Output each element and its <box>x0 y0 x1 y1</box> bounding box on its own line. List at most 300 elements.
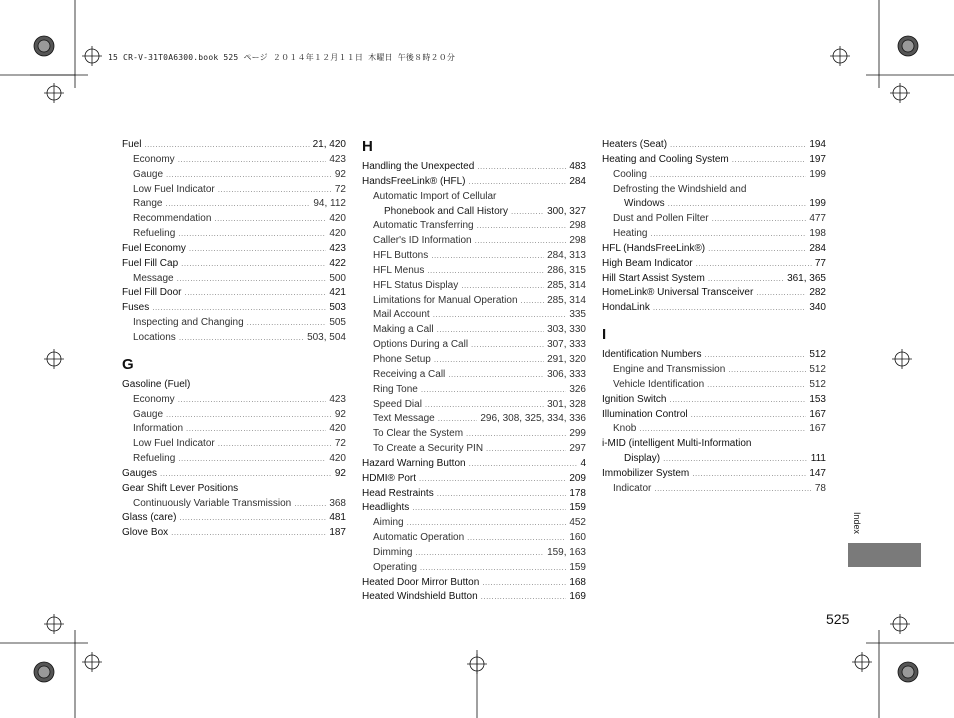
page-number: 525 <box>826 611 850 627</box>
index-subentry[interactable] <box>362 398 586 413</box>
dot-leader <box>728 363 806 378</box>
entry-pages[interactable]: 422 <box>329 257 346 269</box>
entry-pages[interactable]: 169 <box>569 591 586 603</box>
index-entry[interactable] <box>602 138 826 153</box>
entry-term: Aiming <box>373 517 404 529</box>
index-letter-heading: H <box>362 138 373 155</box>
index-side-tab[interactable] <box>848 543 921 567</box>
entry-pages[interactable]: 94, 112 <box>313 198 346 210</box>
index-entry[interactable] <box>602 301 826 316</box>
entry-term: Gasoline (Fuel) <box>122 378 191 390</box>
entry-pages[interactable]: 340 <box>809 302 826 314</box>
entry-term: Heating <box>613 228 648 240</box>
entry-pages[interactable]: 197 <box>809 153 826 165</box>
index-entry[interactable] <box>122 242 346 257</box>
entry-pages[interactable]: 111 <box>810 453 826 465</box>
index-subentry[interactable] <box>122 168 346 183</box>
entry-term: Illumination Control <box>602 408 688 420</box>
entry-pages[interactable]: 72 <box>334 183 346 195</box>
entry-term: Ignition Switch <box>602 393 667 405</box>
entry-pages[interactable]: 291, 320 <box>547 353 586 365</box>
entry-term: Economy <box>133 153 175 165</box>
entry-term: Windows <box>624 198 665 210</box>
index-subentry[interactable] <box>362 412 586 427</box>
index-subentry[interactable] <box>122 212 346 227</box>
index-subentry[interactable] <box>362 205 586 220</box>
entry-term: High Beam Indicator <box>602 257 693 269</box>
entry-pages[interactable]: 420 <box>329 453 346 465</box>
entry-term: Receiving a Call <box>373 368 446 380</box>
entry-pages[interactable]: 159 <box>569 502 586 514</box>
entry-term: Heated Door Mirror Button <box>362 576 480 588</box>
dot-leader <box>482 576 566 591</box>
entry-term: HomeLink® Universal Transceiver <box>602 287 754 299</box>
dot-leader <box>511 205 544 220</box>
index-subentry[interactable] <box>362 264 586 279</box>
index-entry[interactable] <box>362 590 586 605</box>
index-entry[interactable] <box>362 457 586 472</box>
dot-leader <box>663 452 808 467</box>
index-subentry[interactable] <box>122 452 346 467</box>
entry-term: Ring Tone <box>373 383 418 395</box>
entry-term: Phone Setup <box>373 353 431 365</box>
print-file-header: 15 CR-V-31T0A6300.book 525 ページ ２０１４年１２月１１日 木曜日 午後８時２０分 <box>108 53 456 62</box>
index-entry[interactable] <box>362 175 586 190</box>
entry-pages[interactable]: 159 <box>569 561 586 573</box>
side-tab-label: Index <box>852 512 862 535</box>
dot-leader <box>165 197 310 212</box>
entry-term: Gauges <box>122 467 158 479</box>
entry-pages[interactable]: 505 <box>329 317 346 329</box>
entry-pages[interactable]: 512 <box>809 349 826 361</box>
entry-term: Refueling <box>133 453 176 465</box>
entry-pages[interactable]: 284 <box>809 242 826 254</box>
index-column-2 <box>362 138 586 605</box>
entry-term: Automatic Operation <box>373 532 465 544</box>
index-subentry[interactable] <box>362 442 586 457</box>
dot-leader <box>425 398 544 413</box>
entry-term: Heaters (Seat) <box>602 139 668 150</box>
dot-leader <box>469 457 578 472</box>
index-subentry[interactable] <box>122 272 346 287</box>
dot-leader <box>433 308 567 323</box>
index-entry[interactable] <box>122 286 346 301</box>
entry-pages[interactable]: 194 <box>809 139 826 150</box>
dot-leader <box>521 294 545 309</box>
entry-pages[interactable]: 285, 314 <box>547 279 586 291</box>
index-subentry[interactable] <box>362 383 586 398</box>
dot-leader <box>732 153 807 168</box>
index-subentry[interactable] <box>602 227 826 242</box>
dot-leader <box>481 590 567 605</box>
entry-term: Hill Start Assist System <box>602 272 705 284</box>
dot-leader <box>670 138 806 153</box>
index-column-1 <box>122 138 346 541</box>
dot-leader <box>166 408 332 423</box>
entry-pages[interactable]: 423 <box>329 242 346 254</box>
entry-term: HFL (HandsFreeLink®) <box>602 242 706 254</box>
index-subentry[interactable] <box>362 561 586 576</box>
dot-leader <box>186 422 326 437</box>
entry-term: Speed Dial <box>373 398 422 410</box>
dot-leader <box>179 331 304 346</box>
entry-term: HFL Menus <box>373 264 425 276</box>
entry-term: Defrosting the Windshield and <box>613 183 747 195</box>
dot-leader <box>412 501 566 516</box>
entry-term: Options During a Call <box>373 339 469 351</box>
index-subentry[interactable] <box>602 363 826 378</box>
entry-term: HandsFreeLink® (HFL) <box>362 175 466 187</box>
dot-leader <box>218 437 332 452</box>
dot-leader <box>707 378 806 393</box>
index-entry[interactable] <box>602 408 826 423</box>
entry-term: Dimming <box>373 546 413 558</box>
entry-pages[interactable]: 168 <box>569 576 586 588</box>
entry-pages[interactable]: 147 <box>809 467 826 479</box>
dot-leader <box>144 138 309 153</box>
dot-leader <box>708 242 806 257</box>
index-entry[interactable] <box>362 472 586 487</box>
entry-pages[interactable]: 159, 163 <box>547 546 586 558</box>
index-entry[interactable] <box>602 272 826 287</box>
index-subentry[interactable] <box>362 234 586 249</box>
entry-pages[interactable]: 303, 330 <box>547 324 586 336</box>
entry-pages[interactable]: 198 <box>809 228 826 240</box>
entry-pages[interactable]: 300, 327 <box>547 205 586 217</box>
entry-term: HDMI® Port <box>362 472 417 484</box>
index-subentry[interactable] <box>122 197 346 212</box>
dot-leader <box>448 368 544 383</box>
dot-leader <box>178 393 327 408</box>
entry-term: Recommendation <box>133 213 212 225</box>
entry-pages[interactable]: 199 <box>809 168 826 180</box>
index-subentry[interactable] <box>602 183 826 198</box>
dot-leader <box>214 212 326 227</box>
dot-leader <box>668 197 807 212</box>
dot-leader <box>415 546 544 561</box>
entry-pages[interactable]: 477 <box>809 213 826 225</box>
entry-term: HFL Status Display <box>373 279 459 291</box>
entry-pages[interactable]: 361, 365 <box>787 272 826 284</box>
index-entry[interactable] <box>122 301 346 316</box>
entry-pages[interactable]: 178 <box>569 487 586 499</box>
entry-term: Handling the Unexpected <box>362 161 475 172</box>
entry-term: To Create a Security PIN <box>373 443 484 455</box>
dot-leader <box>692 467 806 482</box>
entry-term: Fuel Fill Cap <box>122 257 179 269</box>
entry-pages[interactable]: 307, 333 <box>547 339 586 351</box>
dot-leader <box>427 264 544 279</box>
dot-leader <box>486 442 566 457</box>
entry-term: Head Restraints <box>362 487 434 499</box>
entry-pages[interactable]: 153 <box>809 393 826 405</box>
index-entry[interactable] <box>122 482 346 497</box>
index-entry[interactable] <box>362 487 586 502</box>
index-subentry[interactable] <box>122 497 346 512</box>
entry-pages[interactable]: 299 <box>569 428 586 440</box>
index-entry[interactable] <box>122 378 346 393</box>
index-subentry[interactable] <box>602 168 826 183</box>
dot-leader <box>152 301 326 316</box>
index-subentry[interactable] <box>122 316 346 331</box>
entry-term: Identification Numbers <box>602 349 702 361</box>
entry-pages[interactable]: 420 <box>329 228 346 240</box>
entry-term: i-MID (intelligent Multi-Information <box>602 438 752 450</box>
entry-pages[interactable]: 286, 315 <box>547 264 586 276</box>
entry-term: HondaLink <box>602 302 650 314</box>
index-entry[interactable] <box>602 242 826 257</box>
index-subentry[interactable] <box>362 338 586 353</box>
dot-leader <box>247 316 327 331</box>
index-subentry[interactable] <box>122 408 346 423</box>
entry-term: Hazard Warning Button <box>362 457 466 469</box>
entry-term: Fuel <box>122 139 142 150</box>
entry-term: Range <box>133 198 163 210</box>
entry-pages[interactable]: 21, 420 <box>312 139 346 150</box>
entry-pages[interactable]: 199 <box>809 198 826 210</box>
entry-pages[interactable]: 301, 328 <box>547 398 586 410</box>
entry-pages[interactable]: 187 <box>329 527 346 539</box>
dot-leader <box>178 153 327 168</box>
entry-pages[interactable]: 335 <box>569 309 586 321</box>
dot-leader <box>669 393 806 408</box>
entry-pages[interactable]: 285, 314 <box>547 294 586 306</box>
entry-pages[interactable]: 421 <box>329 287 346 299</box>
index-entry[interactable] <box>362 576 586 591</box>
entry-term: Gauge <box>133 408 164 420</box>
index-entry[interactable] <box>122 467 346 482</box>
entry-term: Economy <box>133 393 175 405</box>
dot-leader <box>696 257 812 272</box>
dot-leader <box>177 272 327 287</box>
dot-leader <box>437 487 567 502</box>
entry-pages[interactable]: 284, 313 <box>547 250 586 262</box>
entry-pages[interactable]: 92 <box>334 408 346 420</box>
index-subentry[interactable] <box>362 294 586 309</box>
dot-leader <box>420 561 566 576</box>
entry-pages[interactable]: 77 <box>814 257 826 269</box>
entry-term: Mail Account <box>373 309 430 321</box>
index-subentry[interactable] <box>602 422 826 437</box>
index-subentry[interactable] <box>362 546 586 561</box>
entry-term: Knob <box>613 423 637 435</box>
entry-term: Gauge <box>133 168 164 180</box>
entry-pages[interactable]: 298 <box>569 235 586 247</box>
dot-leader <box>477 160 566 175</box>
index-subentry[interactable] <box>122 227 346 242</box>
entry-pages[interactable]: 326 <box>569 383 586 395</box>
dot-leader <box>466 427 566 442</box>
entry-term: Display) <box>624 453 661 465</box>
index-subentry[interactable] <box>122 437 346 452</box>
dot-leader <box>756 286 806 301</box>
dot-leader <box>438 412 478 427</box>
index-subentry[interactable] <box>122 331 346 346</box>
dot-leader <box>181 257 326 272</box>
entry-pages[interactable]: 512 <box>809 378 826 390</box>
index-column-3 <box>602 138 826 497</box>
entry-pages[interactable]: 296, 308, 325, 334, 336 <box>480 413 586 425</box>
entry-term: Automatic Import of Cellular <box>373 190 497 202</box>
dot-leader <box>477 219 567 234</box>
entry-pages[interactable]: 306, 333 <box>547 368 586 380</box>
entry-term: Fuses <box>122 302 150 314</box>
dot-leader <box>653 301 807 316</box>
entry-term: Text Message <box>373 413 435 425</box>
entry-pages[interactable]: 284 <box>569 175 586 187</box>
index-entry[interactable] <box>122 257 346 272</box>
entry-pages[interactable]: 423 <box>329 393 346 405</box>
index-entry[interactable] <box>602 286 826 301</box>
entry-term: Phonebook and Call History <box>384 205 508 217</box>
index-entry[interactable] <box>362 160 586 175</box>
index-subentry[interactable] <box>362 308 586 323</box>
entry-term: Locations <box>133 331 176 343</box>
dot-leader <box>708 272 784 287</box>
entry-term: Inspecting and Changing <box>133 317 244 329</box>
entry-term: HFL Buttons <box>373 250 429 262</box>
dot-leader <box>421 383 566 398</box>
entry-term: Glass (care) <box>122 512 177 524</box>
dot-leader <box>461 279 544 294</box>
entry-term: Refueling <box>133 228 176 240</box>
index-letter-heading: I <box>602 326 607 344</box>
dot-leader <box>160 467 332 482</box>
entry-pages[interactable]: 92 <box>334 168 346 180</box>
index-letter-heading: G <box>122 355 134 373</box>
index-subentry[interactable] <box>362 279 586 294</box>
dot-leader <box>294 497 326 512</box>
index-subentry[interactable] <box>602 452 826 467</box>
entry-pages[interactable]: 368 <box>329 497 346 509</box>
index-subentry[interactable] <box>122 153 346 168</box>
index-entry[interactable] <box>602 437 826 452</box>
entry-term: Gear Shift Lever Positions <box>122 482 239 494</box>
index-subentry[interactable] <box>362 516 586 531</box>
index-entry[interactable] <box>122 511 346 526</box>
entry-pages[interactable]: 282 <box>809 287 826 299</box>
index-subentry[interactable] <box>362 190 586 205</box>
index-subentry[interactable] <box>602 378 826 393</box>
entry-term: Information <box>133 423 184 435</box>
dot-leader <box>166 168 332 183</box>
index-entry[interactable] <box>602 348 826 363</box>
entry-term: Dust and Pollen Filter <box>613 213 709 225</box>
entry-term: Fuel Fill Door <box>122 287 182 299</box>
index-subentry[interactable] <box>362 368 586 383</box>
index-subentry[interactable] <box>122 183 346 198</box>
entry-pages[interactable]: 500 <box>329 272 346 284</box>
entry-term: Vehicle Identification <box>613 378 705 390</box>
index-subentry[interactable] <box>362 249 586 264</box>
entry-term: Fuel Economy <box>122 242 186 254</box>
dot-leader <box>431 249 544 264</box>
dot-leader <box>475 234 567 249</box>
index-subentry[interactable] <box>122 422 346 437</box>
dot-leader <box>437 323 544 338</box>
entry-pages[interactable]: 483 <box>569 161 586 172</box>
dot-leader <box>691 408 807 423</box>
dot-leader <box>419 472 566 487</box>
index-entry[interactable] <box>602 153 826 168</box>
entry-pages[interactable]: 167 <box>809 423 826 435</box>
dot-leader <box>650 168 806 183</box>
entry-term: Continuously Variable Transmission <box>133 497 292 509</box>
entry-term: Low Fuel Indicator <box>133 183 215 195</box>
dot-leader <box>407 516 567 531</box>
entry-pages[interactable]: 512 <box>809 363 826 375</box>
index-entry[interactable] <box>362 501 586 516</box>
index-subentry[interactable] <box>362 353 586 368</box>
entry-pages[interactable]: 78 <box>814 482 826 494</box>
index-entry[interactable] <box>602 393 826 408</box>
entry-term: Limitations for Manual Operation <box>373 294 518 306</box>
dot-leader <box>712 212 807 227</box>
index-subentry[interactable] <box>362 323 586 338</box>
index-subentry[interactable] <box>602 212 826 227</box>
entry-pages[interactable]: 452 <box>569 517 586 529</box>
entry-pages[interactable]: 4 <box>580 457 586 469</box>
entry-term: Immobilizer System <box>602 467 690 479</box>
entry-pages[interactable]: 167 <box>809 408 826 420</box>
dot-leader <box>650 227 806 242</box>
dot-leader <box>218 183 332 198</box>
index-subentry[interactable] <box>362 219 586 234</box>
entry-pages[interactable]: 92 <box>334 467 346 479</box>
entry-term: Heated Windshield Button <box>362 591 478 603</box>
index-entry[interactable] <box>122 526 346 541</box>
dot-leader <box>184 286 326 301</box>
dot-leader <box>471 338 544 353</box>
entry-pages[interactable]: 503, 504 <box>307 331 346 343</box>
index-subentry[interactable] <box>362 427 586 442</box>
entry-pages[interactable]: 298 <box>569 220 586 232</box>
entry-term: Caller's ID Information <box>373 235 472 247</box>
dot-leader <box>469 175 567 190</box>
dot-leader <box>434 353 544 368</box>
entry-pages[interactable]: 481 <box>329 512 346 524</box>
entry-pages[interactable]: 72 <box>334 438 346 450</box>
entry-pages[interactable]: 297 <box>569 443 586 455</box>
entry-pages[interactable]: 160 <box>569 532 586 544</box>
entry-term: Low Fuel Indicator <box>133 438 215 450</box>
dot-leader <box>178 452 326 467</box>
index-subentry[interactable] <box>122 393 346 408</box>
dot-leader <box>467 531 566 546</box>
entry-term: Headlights <box>362 502 410 514</box>
index-subentry[interactable] <box>362 531 586 546</box>
entry-term: Automatic Transferring <box>373 220 474 232</box>
index-subentry[interactable] <box>602 197 826 212</box>
index-entry[interactable] <box>122 138 346 153</box>
entry-pages[interactable]: 420 <box>329 423 346 435</box>
index-entry[interactable] <box>602 467 826 482</box>
entry-term: Operating <box>373 561 417 573</box>
entry-term: Indicator <box>613 482 652 494</box>
dot-leader <box>178 227 326 242</box>
entry-pages[interactable]: 423 <box>329 153 346 165</box>
entry-term: To Clear the System <box>373 428 464 440</box>
dot-leader <box>179 511 326 526</box>
entry-pages[interactable]: 209 <box>569 472 586 484</box>
entry-pages[interactable]: 503 <box>329 302 346 314</box>
index-subentry[interactable] <box>602 482 826 497</box>
entry-pages[interactable]: 420 <box>329 213 346 225</box>
index-entry[interactable] <box>602 257 826 272</box>
entry-term: Message <box>133 272 174 284</box>
entry-term: Engine and Transmission <box>613 363 726 375</box>
dot-leader <box>654 482 812 497</box>
